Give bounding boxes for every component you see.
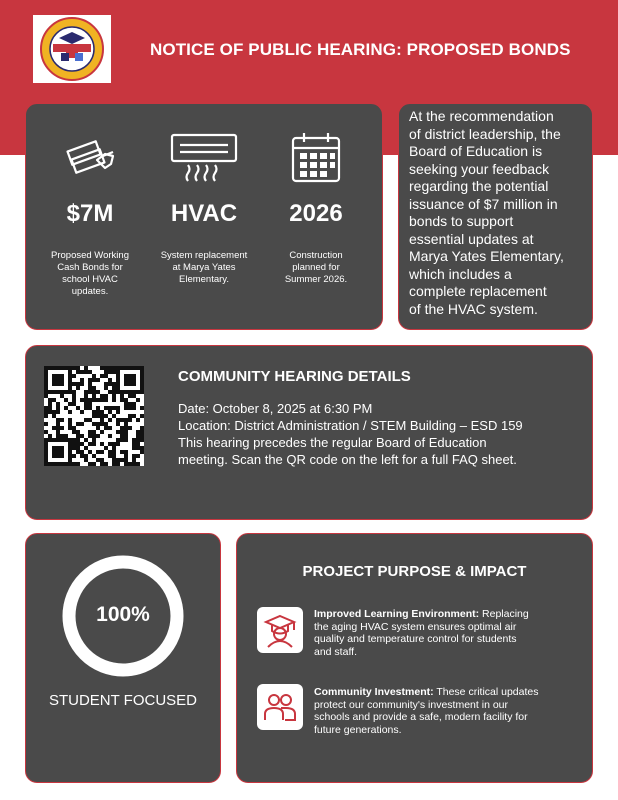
impact-item-icon-box <box>257 684 303 730</box>
page-title: NOTICE OF PUBLIC HEARING: PROPOSED BONDS <box>150 40 571 59</box>
hearing-location: Location: District Administration / STEM Building – ESD 159 <box>178 418 523 433</box>
money-icon <box>63 130 117 180</box>
district-logo <box>33 15 111 83</box>
calendar-icon <box>290 130 342 184</box>
impact-item-learning: Improved Learning Environment: Replacing the aging HVAC system ensures optimal air quality and temperature control for students and staff. <box>314 608 529 658</box>
focus-percent: 100% <box>96 603 150 626</box>
community-icon <box>257 684 303 730</box>
hearing-date: Date: October 8, 2025 at 6:30 PM <box>178 401 373 416</box>
hearing-details <box>178 400 523 468</box>
hvac-icon <box>170 133 238 185</box>
impact-item-icon-box <box>257 607 303 653</box>
intro-text: At the recommendation of district leadership, the Board of Education is seeking your feedback regarding the potential issuance of $7 million in bonds to support essential updates at Marya Yates Elementary, which includes a complete replacement of the HVAC system. <box>409 108 564 317</box>
stat-desc-hvac: System replacement at Marya Yates Elementary. <box>160 250 248 285</box>
stat-value-budget: $7M <box>66 200 114 227</box>
stat-value-year: 2026 <box>289 200 343 227</box>
hearing-title: COMMUNITY HEARING DETAILS <box>178 368 411 385</box>
focus-label: STUDENT FOCUSED <box>48 692 198 709</box>
qr-code[interactable] <box>44 366 144 466</box>
stat-desc-year: Construction planned for Summer 2026. <box>284 250 348 285</box>
hearing-note-1: This hearing precedes the regular Board of Education <box>178 435 487 450</box>
hearing-note-2: meeting. Scan the QR code on the left for a full FAQ sheet. <box>178 452 517 467</box>
graduate-icon <box>257 607 303 653</box>
district-seal-icon <box>33 15 111 83</box>
stat-value-hvac: HVAC <box>170 200 238 227</box>
impact-title: PROJECT PURPOSE & IMPACT <box>302 563 527 580</box>
impact-item-community: Community Investment: These critical updates protect our community's investment in our schools and provide a safe, modern facility for future generations. <box>314 686 539 736</box>
stat-desc-budget: Proposed Working Cash Bonds for school HVAC updates. <box>51 250 129 297</box>
